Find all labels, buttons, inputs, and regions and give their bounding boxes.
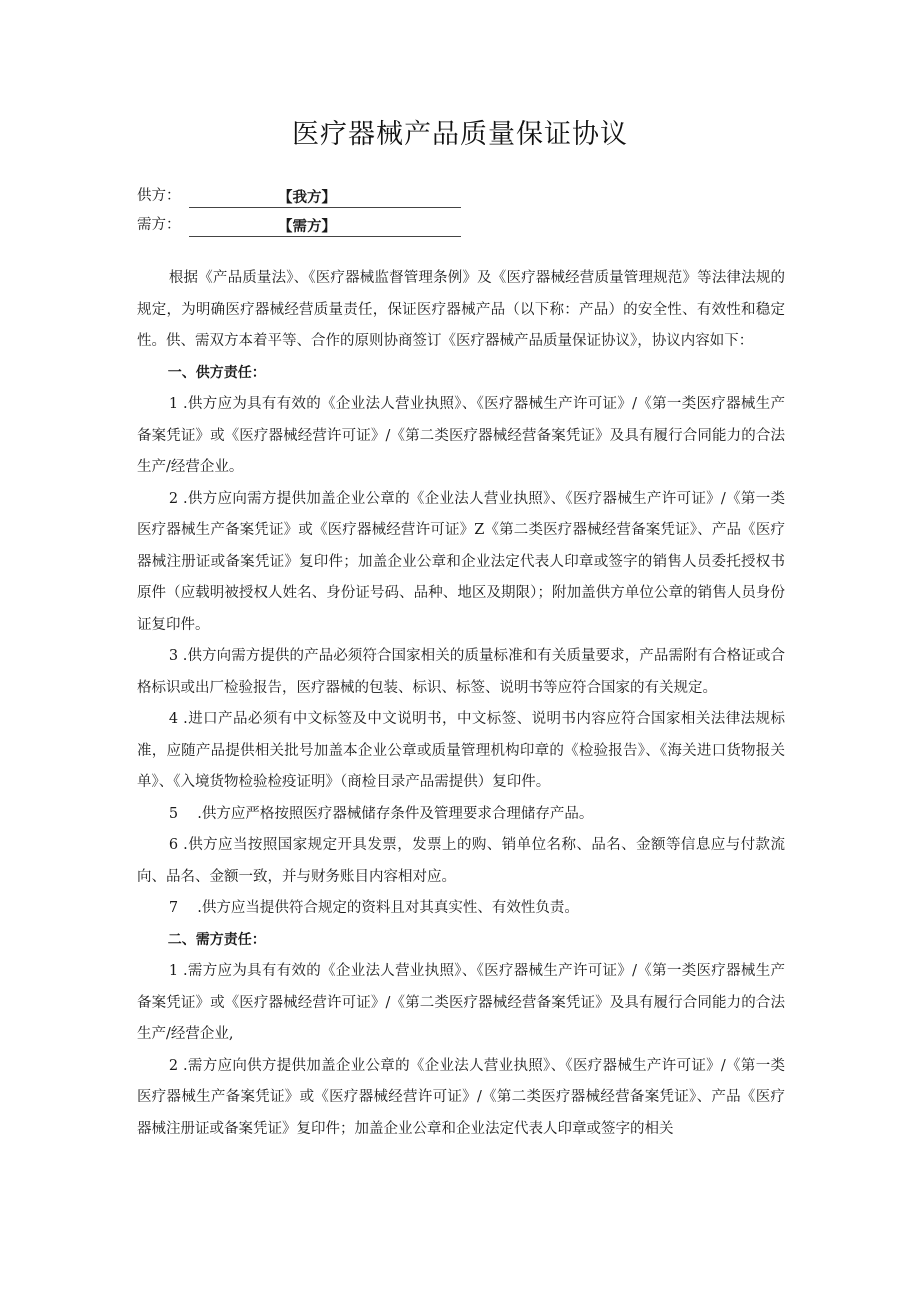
supplier-clause: 2 .供方应向需方提供加盖企业公章的《企业法人营业执照》、《医疗器械生产许可证》/《第一类医疗器械生产备案凭证》或《医疗器械经营许可证》Z《第二类医疗器械经营备案凭证》、产品《医疗器械注册证或备案凭证》复印件；加盖企业公章和企业法定代表人印章或签字的销售人员委托授权书原件（应载明被授权人姓名、身份证号码、品种、地区及期限）；附加盖供方单位公章的销售人员身份证复印件。 — [137, 490, 785, 633]
supplier-clause: 4 .进口产品必须有中文标签及中文说明书，中文标签、说明书内容应符合国家相关法律法规标准，应随产品提供相关批号加盖本企业公章或质量管理机构印章的《检验报告》、《海关进口货物报关单》、《入境货物检验检疫证明》（商检目录产品需提供）复印件。 — [137, 711, 785, 790]
section-heading-supplier: 一、供方责任： — [167, 364, 266, 381]
supplier-clause: 6 .供方应当按照国家规定开具发票，发票上的购、销单位名称、品名、金额等信息应与付款流向、品名、金额一致，并与财务账目内容相对应。 — [137, 837, 785, 885]
buyer-label: 需方： — [137, 217, 181, 233]
page-title: 医疗器械产品质量保证协议 — [292, 119, 628, 150]
supplier-underline-right — [337, 189, 461, 208]
buyer-clause: 2 .需方应向供方提供加盖企业公章的《企业法人营业执照》、《医疗器械生产许可证》/《第一类医疗器械生产备案凭证》或《医疗器械经营许可证》/《第二类医疗器械经营备案凭证》、产品《医疗器械注册证或备案凭证》复印件；加盖企业公章和企业法定代表人印章或签字的相关 — [137, 1057, 785, 1137]
supplier-name: 【我方】 — [278, 189, 336, 206]
supplier-label: 供方： — [137, 188, 181, 204]
buyer-clause: 1 .需方应为具有有效的《企业法人营业执照》、《医疗器械生产许可证》/《第一类医疗器械生产备案凭证》或《医疗器械经营许可证》/《第二类医疗器械经营备案凭证》及具有履行合同能力的合法生产/经营企业, — [137, 963, 785, 1042]
supplier-row — [137, 184, 461, 208]
supplier-clause: 5 .供方应严格按照医疗器械储存条件及管理要求合理储存产品。 — [168, 805, 594, 822]
buyer-underline-left — [189, 218, 277, 237]
buyer-name: 【需方】 — [278, 218, 336, 235]
section-heading-buyer: 二、需方责任： — [167, 931, 266, 948]
buyer-underline-right — [337, 218, 461, 237]
supplier-clause: 7 .供方应当提供符合规定的资料且对其真实性、有效性负责。 — [168, 900, 579, 916]
intro-paragraph: 根据《产品质量法》、《医疗器械监督管理条例》及《医疗器械经营质量管理规范》等法律法规的规定，为明确医疗器械经营质量责任，保证医疗器械产品（以下称：产品）的安全性、有效性和稳定性。供、需双方本着平等、合作的原则协商签订《医疗器械产品质量保证协议》，协议内容如下： — [137, 270, 785, 349]
buyer-row — [137, 213, 461, 237]
agreement-body — [137, 263, 785, 1145]
supplier-clause: 3 .供方向需方提供的产品必须符合国家相关的质量标准和有关质量要求，产品需附有合格证或合格标识或出厂检验报告，医疗器械的包装、标识、标签、说明书等应符合国家的有关规定。 — [137, 648, 785, 696]
supplier-underline-left — [189, 189, 277, 208]
supplier-clause: 1 .供方应为具有有效的《企业法人营业执照》、《医疗器械生产许可证》/《第一类医疗器械生产备案凭证》或《医疗器械经营许可证》/《第二类医疗器械经营备案凭证》及具有履行合同能力的合法生产/经营企业。 — [137, 396, 785, 475]
